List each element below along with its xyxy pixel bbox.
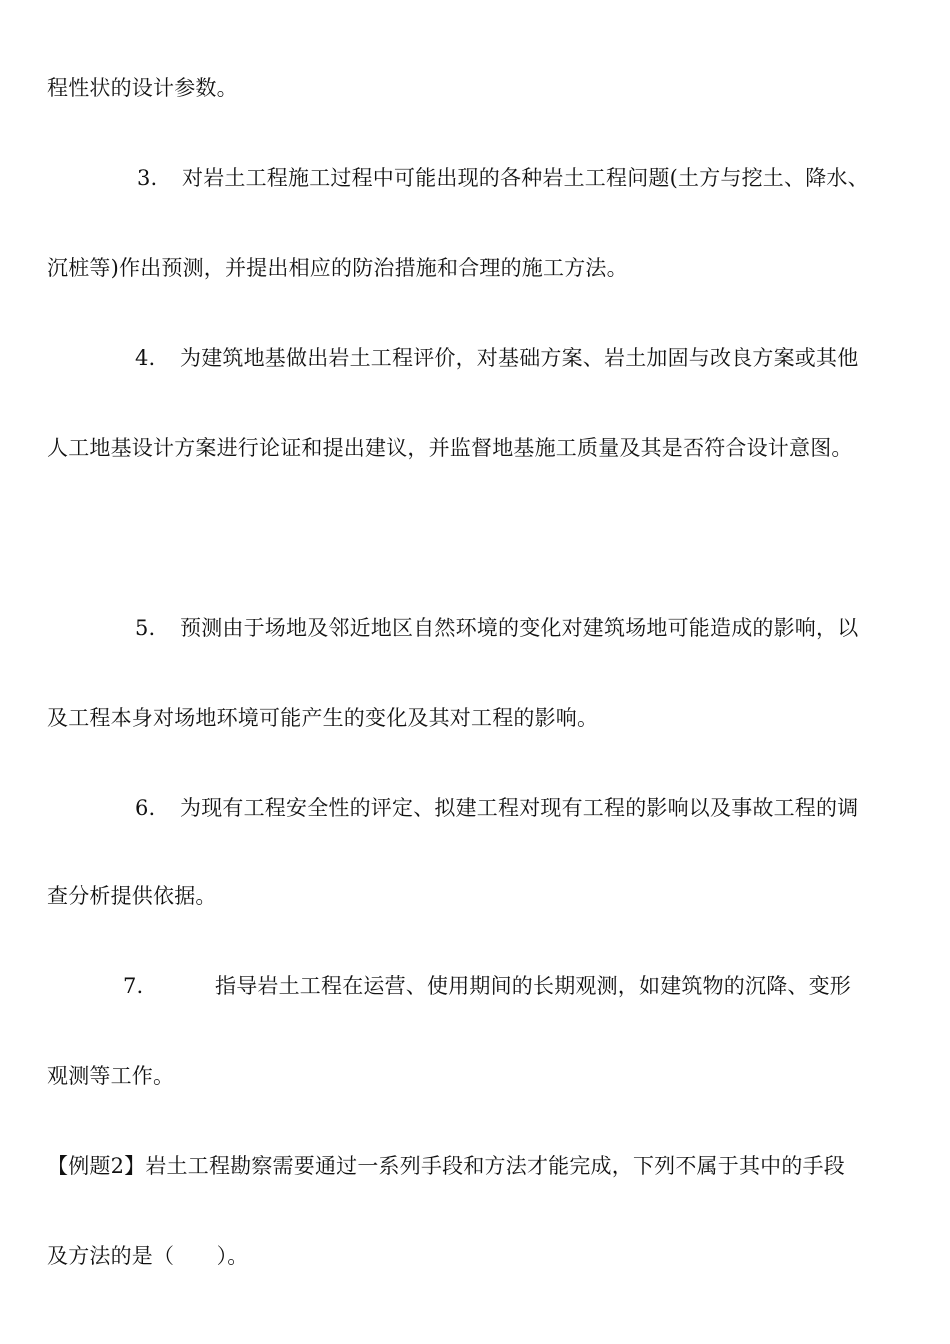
item-4-number: 4. <box>135 346 156 370</box>
item-3-text-1: 对岩土工程施工过程中可能出现的各种岩土工程问题(土方与挖土、降水、 <box>182 166 869 190</box>
item-5-number: 5. <box>135 616 156 640</box>
item-4-line-2: 人工地基设计方案进行论证和提出建议，并监督地基施工质量及其是否符合设计意图。 <box>47 436 853 460</box>
item-7-number: 7. <box>123 974 144 998</box>
item-6-line-1 <box>135 794 858 822</box>
item-6-line-2: 查分析提供依据。 <box>47 884 217 908</box>
item-7-line-1 <box>123 972 851 1000</box>
example-question-line-2: 及方法的是（ ）。 <box>47 1244 249 1268</box>
item-3-number: 3. <box>137 166 158 190</box>
item-3-line-1 <box>137 164 869 192</box>
item-4-text-1: 为建筑地基做出岩土工程评价，对基础方案、岩土加固与改良方案或其他 <box>180 346 859 370</box>
item-7-text-1: 指导岩土工程在运营、使用期间的长期观测，如建筑物的沉降、变形 <box>215 974 851 998</box>
item-6-text-1: 为现有工程安全性的评定、拟建工程对现有工程的影响以及事故工程的调 <box>180 796 859 820</box>
item-4-line-1 <box>135 344 858 372</box>
item-5-line-2: 及工程本身对场地环境可能产生的变化及其对工程的影响。 <box>47 706 599 730</box>
item-7-line-2: 观测等工作。 <box>47 1064 175 1088</box>
item-6-number: 6. <box>135 796 156 820</box>
intro-tail-line: 程性状的设计参数。 <box>47 76 238 100</box>
item-5-text-1: 预测由于场地及邻近地区自然环境的变化对建筑场地可能造成的影响，以 <box>180 616 859 640</box>
item-5-line-1 <box>135 614 858 642</box>
item-3-line-2: 沉桩等)作出预测，并提出相应的防治措施和合理的施工方法。 <box>47 256 628 280</box>
example-question-line-1: 【例题2】岩土工程勘察需要通过一系列手段和方法才能完成，下列不属于其中的手段 <box>47 1154 845 1178</box>
